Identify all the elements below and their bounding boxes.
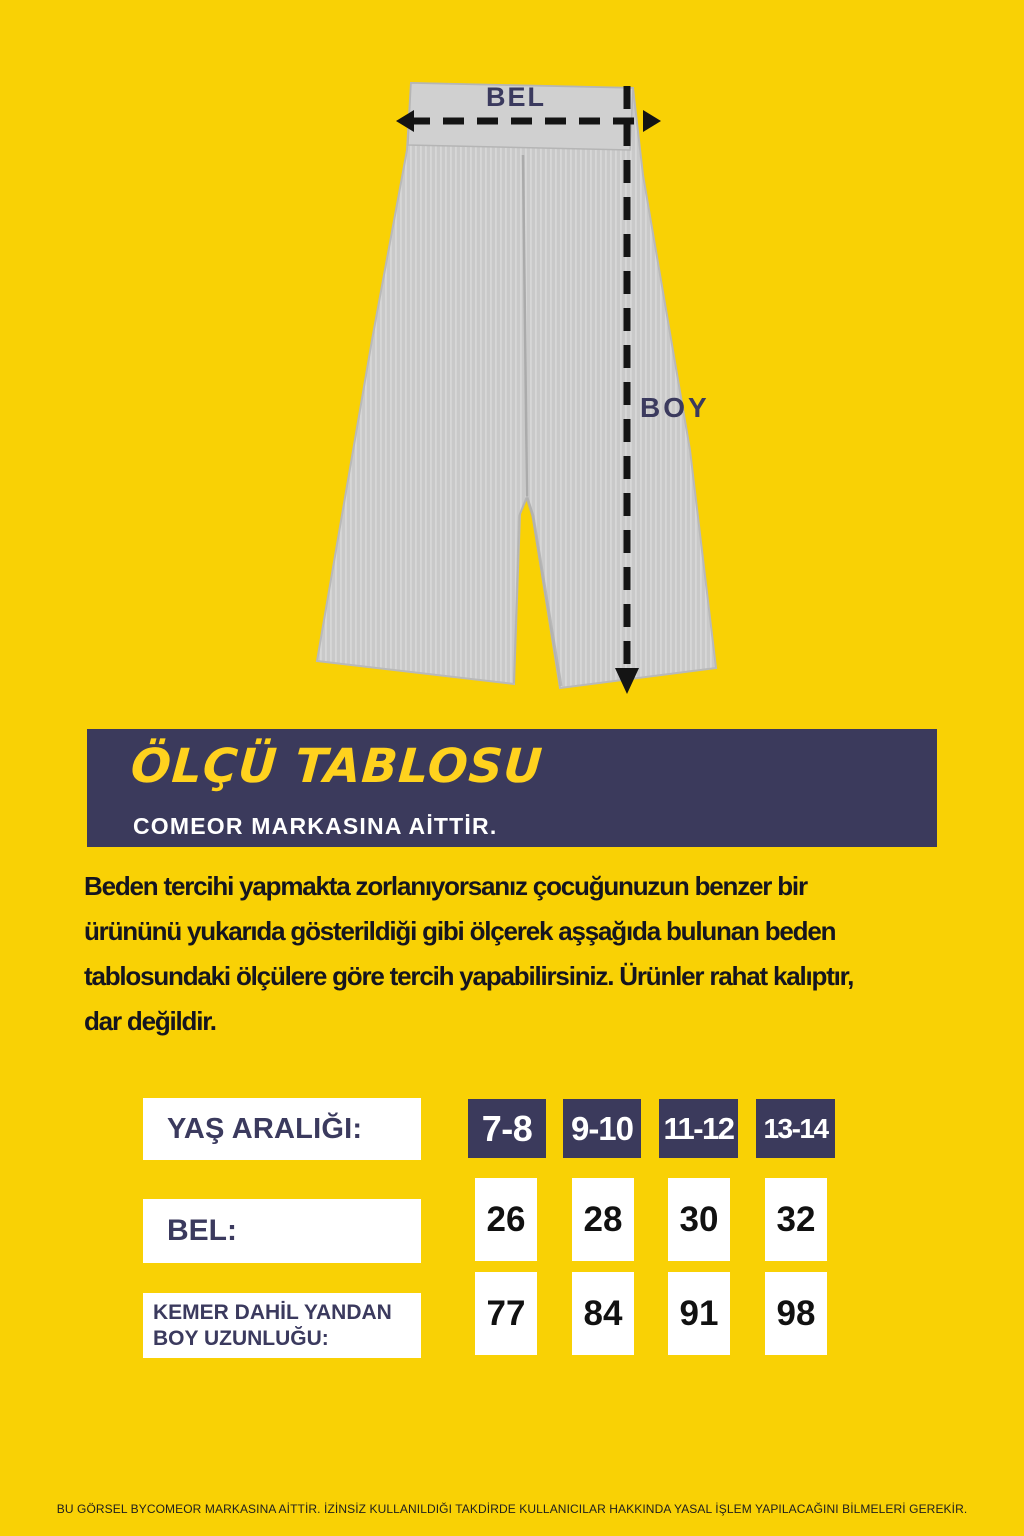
length-measure-label: BOY	[640, 392, 710, 423]
intro-paragraph	[84, 864, 853, 1044]
intro-line: tablosundaki ölçülere göre tercih yapabilirsiniz. Ürünler rahat kalıptır,	[84, 961, 854, 991]
side-length-value-box: 91	[668, 1272, 730, 1355]
intro-line: Beden tercihi yapmakta zorlanıyorsanız çocuğunuzun benzer bir	[84, 871, 807, 901]
row-label-text: BOY UZUNLUĞU:	[153, 1326, 329, 1350]
intro-line: dar değildir.	[84, 1006, 216, 1036]
row-label-text: YAŞ ARALIĞI:	[167, 1112, 363, 1145]
waist-measure-label: BEL	[486, 82, 546, 112]
waist-value-box: 26	[475, 1178, 537, 1261]
banner-title: ÖLÇÜ TABLOSU	[129, 739, 545, 794]
side-length-value-box: 84	[572, 1272, 634, 1355]
row-label-text: KEMER DAHİL YANDAN	[153, 1300, 392, 1324]
age-range-value-box: 7-8	[468, 1099, 546, 1158]
banner-subtitle: COMEOR MARKASINA AİTTİR.	[133, 813, 498, 839]
row-label-age-range	[143, 1098, 421, 1160]
title-banner	[87, 729, 937, 847]
waist-value-box: 28	[572, 1178, 634, 1261]
age-range-value-box: 9-10	[563, 1099, 641, 1158]
row-label-text: BEL:	[167, 1214, 237, 1247]
row-label-waist	[143, 1199, 421, 1263]
side-length-value-box: 77	[475, 1272, 537, 1355]
age-range-value-box: 13-14	[756, 1099, 835, 1158]
waist-value-box: 32	[765, 1178, 827, 1261]
row-label-side-length	[143, 1293, 421, 1358]
side-length-value-box: 98	[765, 1272, 827, 1355]
intro-line: ürününü yukarıda gösterildiği gibi ölçerek aşşağıda bulunan beden	[84, 916, 836, 946]
waist-value-box: 30	[668, 1178, 730, 1261]
age-range-value-box: 11-12	[659, 1099, 738, 1158]
copyright-notice: BU GÖRSEL BYCOMEOR MARKASINA AİTTİR. İZİNSİZ KULLANILDIĞI TAKDİRDE KULLANICILAR HAKKINDA YASAL İŞLEM YAPILACAĞINI BİLMELERİ GEREKİR.	[56, 1502, 968, 1516]
